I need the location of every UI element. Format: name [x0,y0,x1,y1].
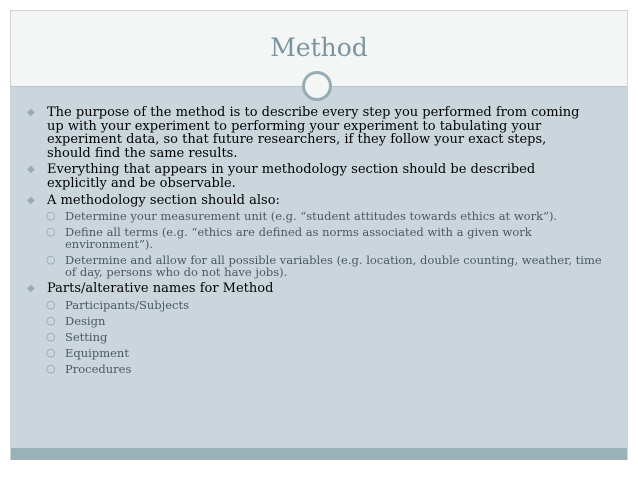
sub-bullet-text: Define all terms (e.g. “ethics are defined as norms associated with a given work environment”). [65,225,532,252]
bullet-item [25,163,585,190]
sub-bullet-item [45,254,610,278]
bullet-item [25,282,585,296]
circle-bullet-icon: ○ [46,253,56,267]
sub-bullet-text: Setting [65,329,108,344]
sub-bullet-item [45,331,610,343]
footer-bar [11,448,627,460]
bullet-item [25,106,585,160]
sub-bullet-text: Equipment [65,345,129,360]
circle-bullet-icon: ○ [46,345,56,359]
sub-bullet-text: Participants/Subjects [65,297,189,312]
bullet-text: Everything that appears in your methodology section should be described explicitly and be observable. [47,162,536,191]
diamond-bullet-icon: ◆ [27,194,35,206]
circle-bullet-icon: ○ [46,209,56,223]
sub-bullet-text: Procedures [65,361,132,376]
circle-bullet-icon: ○ [46,225,56,239]
sub-bullet-item [45,299,610,311]
sub-bullet-text: Design [65,313,106,328]
sub-bullet-item [45,226,610,250]
circle-bullet-icon: ○ [46,313,56,327]
circle-bullet-icon: ○ [46,361,56,375]
circle-ornament-icon [302,71,332,101]
slide-title: Method [270,33,368,62]
bullet-text: A methodology section should also: [47,192,280,208]
bullet-text: Parts/alterative names for Method [47,281,274,297]
diamond-bullet-icon: ◆ [27,283,35,295]
bullet-text: The purpose of the method is to describe every step you performed from coming up with your experiment to performing your experiment to tabulating your experiment data, so that future researchers, if they follow your exact steps, should find the same results. [47,105,580,161]
sub-bullet-text: Determine and allow for all possible variables (e.g. location, double counting, weather, time of day, persons who do not have jobs). [65,253,602,280]
bullet-list [25,105,602,379]
bullet-item [25,194,585,208]
sub-bullet-item [45,347,610,359]
circle-bullet-icon: ○ [46,329,56,343]
sub-bullet-text: Determine your measurement unit (e.g. “student attitudes towards ethics at work”). [65,209,558,224]
diamond-bullet-icon: ◆ [27,107,35,118]
circle-bullet-icon: ○ [46,297,56,311]
diamond-bullet-icon: ◆ [27,164,35,176]
sub-bullet-item [45,210,610,222]
sub-bullet-item [45,363,610,375]
sub-bullet-item [45,315,610,327]
